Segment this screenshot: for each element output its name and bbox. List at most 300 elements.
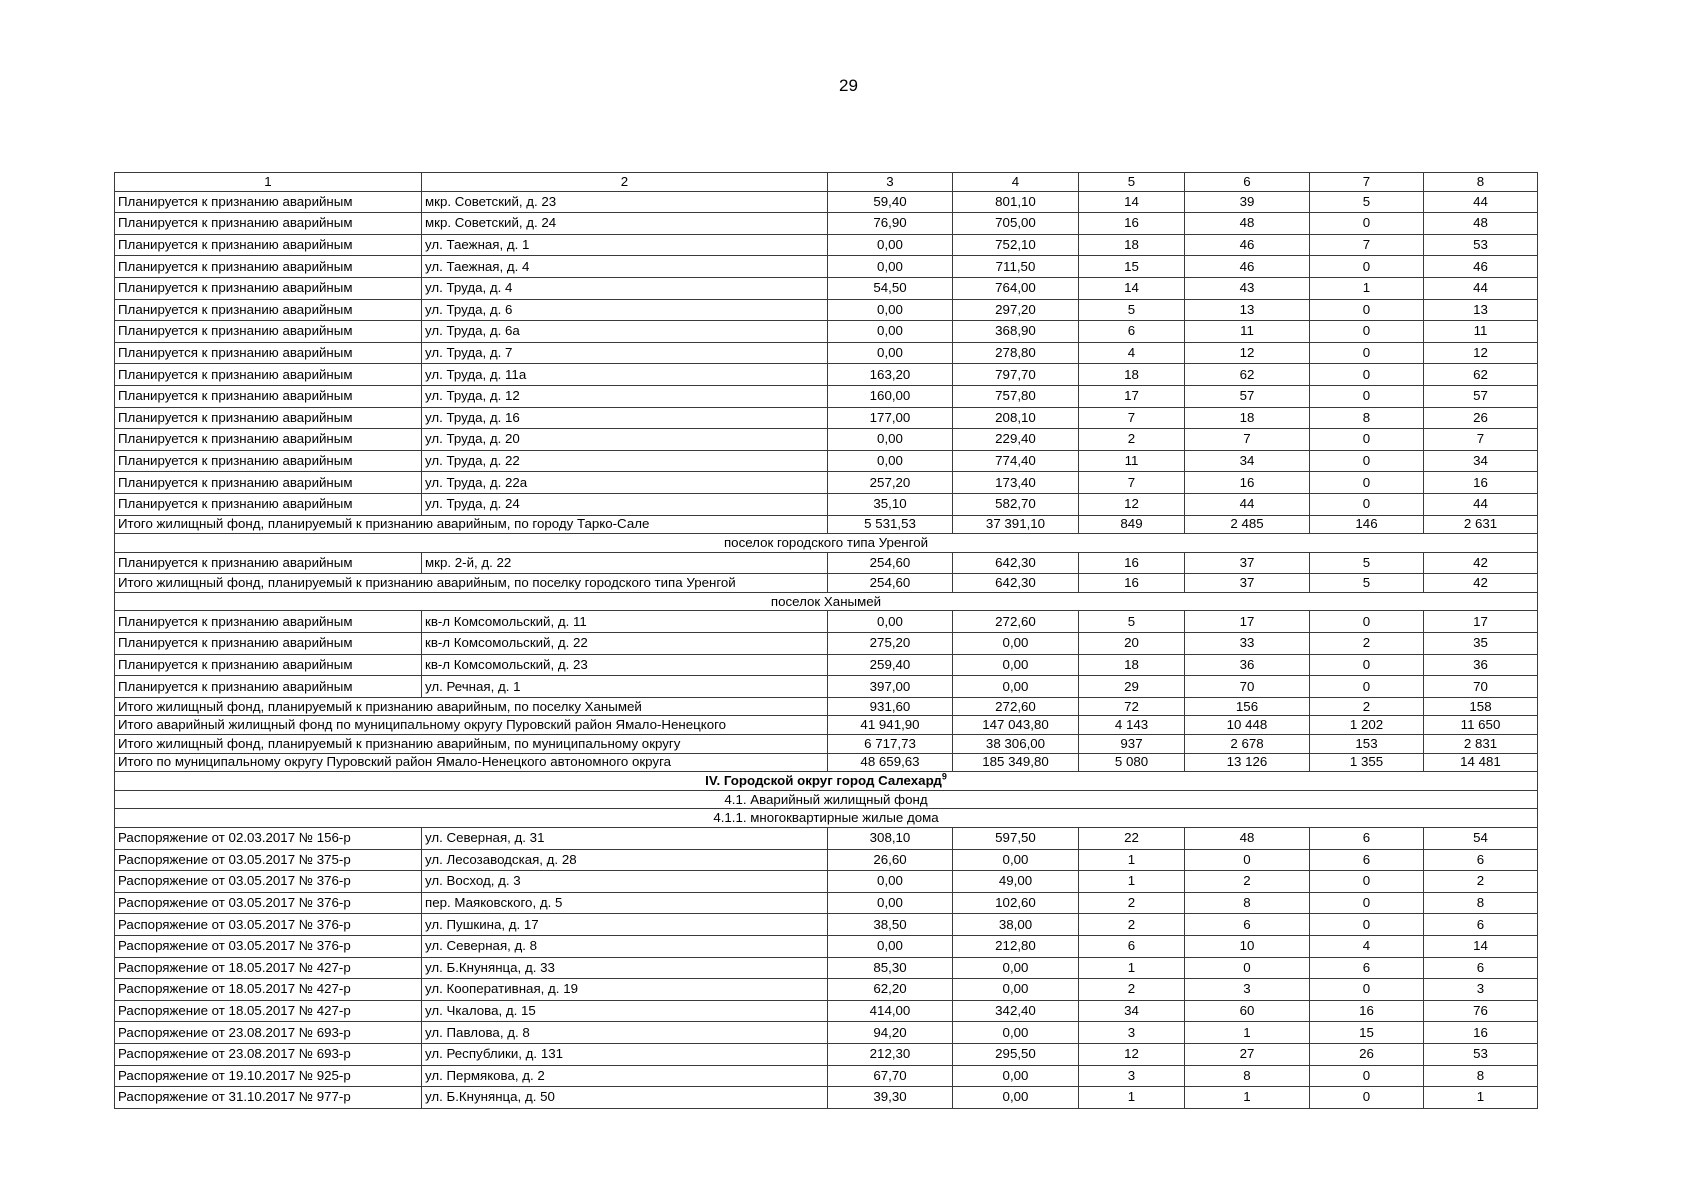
value-cell: 0,00 [828,871,953,893]
value-cell: 11 [1079,450,1185,472]
value-cell: 12 [1185,342,1310,364]
total-value-cell: 4 143 [1079,716,1185,735]
section-heading-cell [115,809,1538,828]
value-cell: 17 [1079,385,1185,407]
value-cell: 597,50 [953,828,1079,850]
value-cell: 7 [1424,429,1538,451]
section-heading-text: поселок городского типа Уренгой [723,534,929,550]
value-cell: 18 [1079,364,1185,386]
document-basis-cell: Планируется к признанию аварийным [115,450,422,472]
document-basis-cell: Распоряжение от 03.05.2017 № 376-р [115,892,422,914]
value-cell: 797,70 [953,364,1079,386]
address-cell: ул. Труда, д. 24 [422,493,828,515]
value-cell: 6 [1424,914,1538,936]
value-cell: 59,40 [828,191,953,213]
column-number: 2 [422,173,828,192]
table-row [115,299,1538,321]
document-basis-cell: Планируется к признанию аварийным [115,493,422,515]
value-cell: 0,00 [953,654,1079,676]
value-cell: 173,40 [953,472,1079,494]
table-row [115,191,1538,213]
total-value-cell: 937 [1079,735,1185,754]
value-cell: 0,00 [953,957,1079,979]
total-value-cell: 2 678 [1185,735,1310,754]
table-row [115,914,1538,936]
value-cell: 368,90 [953,321,1079,343]
value-cell: 53 [1424,234,1538,256]
document-basis-cell: Планируется к признанию аварийным [115,234,422,256]
section-heading-text: IV. Городской округ город Салехард [705,773,942,789]
column-number: 7 [1310,173,1424,192]
total-value-cell: 254,60 [828,574,953,593]
value-cell: 5 [1310,552,1424,574]
value-cell: 0,00 [953,1087,1079,1109]
section-heading-cell [115,790,1538,809]
total-value-cell: 38 306,00 [953,735,1079,754]
total-value-cell: 272,60 [953,697,1079,716]
document-basis-cell: Планируется к признанию аварийным [115,633,422,655]
total-value-cell: 931,60 [828,697,953,716]
address-cell: мкр. 2-й, д. 22 [422,552,828,574]
address-cell: ул. Труда, д. 16 [422,407,828,429]
total-value-cell: 72 [1079,697,1185,716]
address-cell: мкр. Советский, д. 24 [422,213,828,235]
table-row [115,364,1538,386]
value-cell: 0,00 [953,633,1079,655]
value-cell: 26 [1310,1043,1424,1065]
value-cell: 12 [1424,342,1538,364]
value-cell: 0,00 [953,676,1079,698]
value-cell: 7 [1079,472,1185,494]
value-cell: 160,00 [828,385,953,407]
address-cell: ул. Таежная, д. 1 [422,234,828,256]
value-cell: 8 [1424,1065,1538,1087]
document-basis-cell: Планируется к признанию аварийным [115,654,422,676]
value-cell: 0 [1310,1065,1424,1087]
value-cell: 0 [1185,957,1310,979]
value-cell: 16 [1424,1022,1538,1044]
column-number: 5 [1079,173,1185,192]
value-cell: 1 [1185,1087,1310,1109]
address-cell: ул. Труда, д. 22 [422,450,828,472]
value-cell: 0 [1310,385,1424,407]
address-cell: ул. Речная, д. 1 [422,676,828,698]
table-row [115,979,1538,1001]
table-row [115,213,1538,235]
value-cell: 62 [1424,364,1538,386]
value-cell: 757,80 [953,385,1079,407]
address-cell: ул. Республики, д. 131 [422,1043,828,1065]
section-heading-text: поселок Ханымей [770,593,882,609]
section-heading-row [115,790,1538,809]
value-cell: 3 [1424,979,1538,1001]
value-cell: 0 [1310,654,1424,676]
document-basis-cell: Планируется к признанию аварийным [115,429,422,451]
value-cell: 6 [1310,849,1424,871]
document-basis-cell: Распоряжение от 03.05.2017 № 376-р [115,871,422,893]
value-cell: 0,00 [953,979,1079,1001]
total-value-cell: 5 531,53 [828,515,953,534]
total-value-cell: 146 [1310,515,1424,534]
document-basis-cell: Планируется к признанию аварийным [115,385,422,407]
value-cell: 22 [1079,828,1185,850]
value-cell: 44 [1424,191,1538,213]
column-number: 1 [115,173,422,192]
address-cell: ул. Труда, д. 7 [422,342,828,364]
value-cell: 11 [1185,321,1310,343]
value-cell: 5 [1079,299,1185,321]
table-row [115,1065,1538,1087]
value-cell: 2 [1424,871,1538,893]
document-basis-cell: Распоряжение от 31.10.2017 № 977-р [115,1087,422,1109]
document-basis-cell: Распоряжение от 23.08.2017 № 693-р [115,1022,422,1044]
value-cell: 711,50 [953,256,1079,278]
value-cell: 48 [1424,213,1538,235]
value-cell: 0 [1310,914,1424,936]
value-cell: 15 [1310,1022,1424,1044]
total-value-cell: 5 080 [1079,753,1185,772]
document-basis-cell: Распоряжение от 03.05.2017 № 376-р [115,935,422,957]
table-row [115,321,1538,343]
address-cell: ул. Чкалова, д. 15 [422,1000,828,1022]
address-cell: ул. Северная, д. 31 [422,828,828,850]
value-cell: 17 [1424,611,1538,633]
value-cell: 4 [1310,935,1424,957]
value-cell: 48 [1185,213,1310,235]
value-cell: 764,00 [953,277,1079,299]
table-row [115,828,1538,850]
value-cell: 44 [1424,277,1538,299]
table-row [115,493,1538,515]
address-cell: ул. Труда, д. 11а [422,364,828,386]
total-value-cell: 37 391,10 [953,515,1079,534]
value-cell: 10 [1185,935,1310,957]
value-cell: 70 [1424,676,1538,698]
column-number: 4 [953,173,1079,192]
value-cell: 752,10 [953,234,1079,256]
value-cell: 0 [1310,676,1424,698]
column-number: 3 [828,173,953,192]
value-cell: 5 [1079,611,1185,633]
total-label-cell: Итого жилищный фонд, планируемый к признанию аварийным, по поселку городского типа Уренгой [115,574,828,593]
value-cell: 254,60 [828,552,953,574]
value-cell: 57 [1424,385,1538,407]
total-row [115,574,1538,593]
value-cell: 0 [1310,342,1424,364]
value-cell: 43 [1185,277,1310,299]
value-cell: 94,20 [828,1022,953,1044]
document-basis-cell: Распоряжение от 19.10.2017 № 925-р [115,1065,422,1087]
document-basis-cell: Планируется к признанию аварийным [115,191,422,213]
value-cell: 37 [1185,552,1310,574]
total-value-cell: 158 [1424,697,1538,716]
value-cell: 8 [1185,892,1310,914]
value-cell: 6 [1310,957,1424,979]
value-cell: 0,00 [828,299,953,321]
total-label-cell: Итого по муниципальному округу Пуровский район Ямало-Ненецкого автономного округа [115,753,828,772]
value-cell: 774,40 [953,450,1079,472]
value-cell: 3 [1079,1022,1185,1044]
value-cell: 0 [1310,1087,1424,1109]
document-basis-cell: Распоряжение от 03.05.2017 № 376-р [115,914,422,936]
table-row [115,871,1538,893]
value-cell: 39,30 [828,1087,953,1109]
table-row [115,256,1538,278]
address-cell: кв-л Комсомольский, д. 23 [422,654,828,676]
table-row [115,849,1538,871]
section-heading-row [115,534,1538,553]
value-cell: 212,30 [828,1043,953,1065]
document-basis-cell: Распоряжение от 18.05.2017 № 427-р [115,957,422,979]
table-row [115,407,1538,429]
value-cell: 0 [1310,321,1424,343]
value-cell: 2 [1185,871,1310,893]
value-cell: 14 [1079,191,1185,213]
table-row [115,552,1538,574]
value-cell: 6 [1185,914,1310,936]
address-cell: ул. Б.Кнунянца, д. 33 [422,957,828,979]
value-cell: 54 [1424,828,1538,850]
total-value-cell: 48 659,63 [828,753,953,772]
table-row [115,1043,1538,1065]
value-cell: 0 [1310,213,1424,235]
value-cell: 44 [1424,493,1538,515]
value-cell: 76,90 [828,213,953,235]
address-cell: ул. Б.Кнунянца, д. 50 [422,1087,828,1109]
value-cell: 1 [1185,1022,1310,1044]
value-cell: 259,40 [828,654,953,676]
table-row [115,277,1538,299]
total-row [115,735,1538,754]
value-cell: 16 [1079,552,1185,574]
value-cell: 67,70 [828,1065,953,1087]
total-row [115,716,1538,735]
value-cell: 212,80 [953,935,1079,957]
value-cell: 1 [1424,1087,1538,1109]
value-cell: 2 [1079,979,1185,1001]
value-cell: 26,60 [828,849,953,871]
value-cell: 70 [1185,676,1310,698]
document-basis-cell: Распоряжение от 03.05.2017 № 375-р [115,849,422,871]
value-cell: 0 [1310,256,1424,278]
value-cell: 163,20 [828,364,953,386]
table-body [115,173,1538,1109]
value-cell: 0,00 [953,1022,1079,1044]
value-cell: 14 [1079,277,1185,299]
value-cell: 38,00 [953,914,1079,936]
table-row [115,1087,1538,1109]
column-number-row [115,173,1538,192]
section-heading-cell [115,534,1538,553]
document-basis-cell: Планируется к признанию аварийным [115,213,422,235]
value-cell: 49,00 [953,871,1079,893]
value-cell: 36 [1185,654,1310,676]
value-cell: 57 [1185,385,1310,407]
value-cell: 6 [1079,935,1185,957]
value-cell: 46 [1185,256,1310,278]
value-cell: 54,50 [828,277,953,299]
total-value-cell: 6 717,73 [828,735,953,754]
value-cell: 15 [1079,256,1185,278]
document-basis-cell: Планируется к признанию аварийным [115,256,422,278]
value-cell: 177,00 [828,407,953,429]
value-cell: 39 [1185,191,1310,213]
total-value-cell: 14 481 [1424,753,1538,772]
value-cell: 0 [1310,871,1424,893]
document-basis-cell: Планируется к признанию аварийным [115,342,422,364]
address-cell: ул. Труда, д. 4 [422,277,828,299]
value-cell: 0 [1310,979,1424,1001]
total-value-cell: 2 831 [1424,735,1538,754]
value-cell: 3 [1185,979,1310,1001]
address-cell: мкр. Советский, д. 23 [422,191,828,213]
section-heading-cell [115,772,1538,791]
value-cell: 34 [1079,1000,1185,1022]
total-value-cell: 16 [1079,574,1185,593]
footnote-marker: 9 [941,771,947,782]
value-cell: 2 [1079,914,1185,936]
total-value-cell: 156 [1185,697,1310,716]
value-cell: 12 [1079,1043,1185,1065]
value-cell: 1 [1079,871,1185,893]
document-basis-cell: Планируется к признанию аварийным [115,676,422,698]
value-cell: 16 [1310,1000,1424,1022]
total-label-cell: Итого аварийный жилищный фонд по муниципальному округу Пуровский район Ямало-Ненецкого [115,716,828,735]
section-heading-row [115,592,1538,611]
table-row [115,1000,1538,1022]
value-cell: 342,40 [953,1000,1079,1022]
address-cell: кв-л Комсомольский, д. 22 [422,633,828,655]
value-cell: 62 [1185,364,1310,386]
total-value-cell: 642,30 [953,574,1079,593]
address-cell: ул. Восход, д. 3 [422,871,828,893]
address-cell: пер. Маяковского, д. 5 [422,892,828,914]
table-row [115,676,1538,698]
column-number: 6 [1185,173,1310,192]
total-value-cell: 1 202 [1310,716,1424,735]
document-basis-cell: Распоряжение от 02.03.2017 № 156-р [115,828,422,850]
total-value-cell: 13 126 [1185,753,1310,772]
document-basis-cell: Планируется к признанию аварийным [115,321,422,343]
value-cell: 16 [1185,472,1310,494]
value-cell: 1 [1079,1087,1185,1109]
document-basis-cell: Распоряжение от 18.05.2017 № 427-р [115,1000,422,1022]
table-row [115,472,1538,494]
document-basis-cell: Планируется к признанию аварийным [115,611,422,633]
value-cell: 1 [1079,957,1185,979]
value-cell: 14 [1424,935,1538,957]
value-cell: 0,00 [828,429,953,451]
value-cell: 208,10 [953,407,1079,429]
value-cell: 48 [1185,828,1310,850]
table-row [115,450,1538,472]
value-cell: 2 [1079,892,1185,914]
value-cell: 278,80 [953,342,1079,364]
total-value-cell: 42 [1424,574,1538,593]
value-cell: 46 [1424,256,1538,278]
section-heading-cell [115,592,1538,611]
value-cell: 0,00 [828,611,953,633]
total-value-cell: 147 043,80 [953,716,1079,735]
address-cell: ул. Труда, д. 6а [422,321,828,343]
value-cell: 3 [1079,1065,1185,1087]
total-row [115,515,1538,534]
value-cell: 17 [1185,611,1310,633]
value-cell: 62,20 [828,979,953,1001]
value-cell: 1 [1079,849,1185,871]
value-cell: 0 [1310,364,1424,386]
value-cell: 26 [1424,407,1538,429]
table-row [115,342,1538,364]
value-cell: 582,70 [953,493,1079,515]
value-cell: 6 [1310,828,1424,850]
value-cell: 308,10 [828,828,953,850]
value-cell: 0,00 [828,342,953,364]
document-basis-cell: Распоряжение от 18.05.2017 № 427-р [115,979,422,1001]
value-cell: 53 [1424,1043,1538,1065]
housing-fund-table [114,172,1538,1109]
section-heading-text: 4.1.1. многоквартирные жилые дома [713,810,939,826]
value-cell: 801,10 [953,191,1079,213]
value-cell: 18 [1185,407,1310,429]
value-cell: 0 [1310,450,1424,472]
document-basis-cell: Планируется к признанию аварийным [115,552,422,574]
value-cell: 272,60 [953,611,1079,633]
total-value-cell: 41 941,90 [828,716,953,735]
section-heading-text: 4.1. Аварийный жилищный фонд [724,791,928,807]
total-value-cell: 37 [1185,574,1310,593]
total-value-cell: 2 [1310,697,1424,716]
address-cell: ул. Таежная, д. 4 [422,256,828,278]
table-row [115,611,1538,633]
value-cell: 7 [1079,407,1185,429]
value-cell: 0,00 [828,321,953,343]
value-cell: 13 [1424,299,1538,321]
document-basis-cell: Планируется к признанию аварийным [115,407,422,429]
value-cell: 0,00 [953,1065,1079,1087]
table-row [115,385,1538,407]
value-cell: 0 [1310,493,1424,515]
value-cell: 7 [1310,234,1424,256]
table-row [115,234,1538,256]
value-cell: 27 [1185,1043,1310,1065]
value-cell: 705,00 [953,213,1079,235]
address-cell: ул. Павлова, д. 8 [422,1022,828,1044]
address-cell: кв-л Комсомольский, д. 11 [422,611,828,633]
value-cell: 0,00 [828,450,953,472]
value-cell: 38,50 [828,914,953,936]
value-cell: 2 [1310,633,1424,655]
value-cell: 29 [1079,676,1185,698]
value-cell: 18 [1079,654,1185,676]
address-cell: ул. Лесозаводская, д. 28 [422,849,828,871]
value-cell: 16 [1079,213,1185,235]
table-row [115,957,1538,979]
value-cell: 102,60 [953,892,1079,914]
value-cell: 6 [1079,321,1185,343]
document-basis-cell: Планируется к признанию аварийным [115,277,422,299]
value-cell: 642,30 [953,552,1079,574]
value-cell: 12 [1079,493,1185,515]
total-value-cell: 10 448 [1185,716,1310,735]
value-cell: 5 [1310,191,1424,213]
value-cell: 35,10 [828,493,953,515]
address-cell: ул. Северная, д. 8 [422,935,828,957]
total-label-cell: Итого жилищный фонд, планируемый к признанию аварийным, по муниципальному округу [115,735,828,754]
value-cell: 36 [1424,654,1538,676]
value-cell: 35 [1424,633,1538,655]
value-cell: 18 [1079,234,1185,256]
